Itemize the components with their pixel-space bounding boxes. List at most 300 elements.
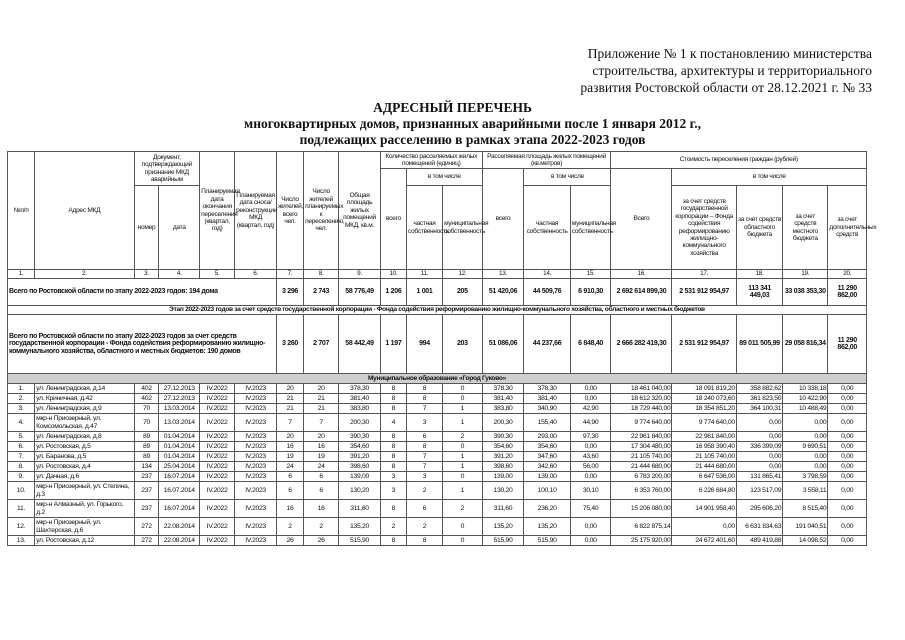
column-number: 18. bbox=[736, 270, 782, 279]
document-title bbox=[0, 100, 905, 148]
table-cell: 9 690,51 bbox=[783, 442, 828, 452]
table-cell: 42,90 bbox=[570, 404, 611, 414]
table-cell: 390,30 bbox=[482, 432, 524, 442]
table-cell: IV.2022 bbox=[200, 414, 235, 432]
table-cell: 0 bbox=[443, 384, 483, 394]
table-cell: 10 488,49 bbox=[783, 404, 828, 414]
table-cell: 3 bbox=[380, 472, 406, 482]
address-cell: мкр-н Приозерный, ул. Комсомольская, д.47 bbox=[35, 414, 134, 432]
table-cell: 2 bbox=[443, 432, 483, 442]
table-cell: 18 354 851,20 bbox=[672, 404, 736, 414]
table-cell: 0,00 bbox=[570, 518, 611, 536]
table-cell: 0,00 bbox=[828, 482, 867, 500]
table-cell: 22 961 840,00 bbox=[611, 432, 672, 442]
table-cell: 21 bbox=[304, 394, 339, 404]
table-cell: 6 783 200,00 bbox=[611, 472, 672, 482]
table-cell: 6 bbox=[406, 500, 442, 518]
table-cell: 20 bbox=[304, 384, 339, 394]
column-numbers-row bbox=[8, 270, 867, 279]
table-cell: 8 bbox=[406, 536, 442, 546]
table-cell: 378,30 bbox=[339, 384, 381, 394]
title-line: многоквартирных домов, признанных аварийными после 1 января 2012 г., bbox=[244, 116, 701, 131]
table-cell: 402 bbox=[134, 394, 159, 404]
table-cell: 295 606,20 bbox=[736, 500, 782, 518]
table-cell: 200,30 bbox=[339, 414, 381, 432]
table-cell: 16.07.2014 bbox=[159, 500, 200, 518]
table-cell: 0,00 bbox=[570, 472, 611, 482]
table-cell: 347,60 bbox=[524, 452, 570, 462]
table-cell: 7 bbox=[276, 414, 303, 432]
table-cell: 21 105 740,00 bbox=[611, 452, 672, 462]
municipality-title: Муниципальное образование «Город Гуково» bbox=[8, 374, 867, 384]
table-row bbox=[8, 462, 867, 472]
table-cell: 358 882,62 bbox=[736, 384, 782, 394]
table-cell: 70 bbox=[134, 414, 159, 432]
table-cell: 1 bbox=[443, 414, 483, 432]
table-cell: 13.03.2014 bbox=[159, 414, 200, 432]
table-cell: 16 958 390,40 bbox=[672, 442, 736, 452]
total-cell: 89 011 505,99 bbox=[736, 315, 782, 374]
table-cell: 18 461 040,00 bbox=[611, 384, 672, 394]
table-row bbox=[8, 472, 867, 482]
table-cell: 20 bbox=[276, 384, 303, 394]
table-cell: 0,00 bbox=[783, 414, 828, 432]
table-cell: 1 bbox=[443, 452, 483, 462]
table-cell: 21 444 680,00 bbox=[672, 462, 736, 472]
table-cell: 378,30 bbox=[482, 384, 524, 394]
total-cell: 11 290 862,00 bbox=[828, 279, 867, 306]
header-area-incl: в том числе bbox=[524, 169, 611, 186]
table-cell: 21 444 680,00 bbox=[611, 462, 672, 472]
table-cell: 0,00 bbox=[828, 452, 867, 462]
table-cell: 354,60 bbox=[482, 442, 524, 452]
total-cell: 44 237,66 bbox=[524, 315, 570, 374]
table-cell: IV.2022 bbox=[200, 536, 235, 546]
table-row bbox=[8, 414, 867, 432]
table-cell: 139,00 bbox=[524, 472, 570, 482]
header-planned-finish: Планируемая дата окончания переселения (квартал, год) bbox=[200, 152, 235, 270]
table-cell: 381,40 bbox=[524, 394, 570, 404]
table-cell: 336 399,09 bbox=[736, 442, 782, 452]
table-cell: 2 bbox=[406, 518, 442, 536]
table-cell: 2. bbox=[8, 394, 35, 404]
table-cell: 26 bbox=[304, 536, 339, 546]
table-cell: 56,00 bbox=[570, 462, 611, 472]
address-cell: ул. Ростовская, д.12 bbox=[35, 536, 134, 546]
table-cell: 6 822 875,14 bbox=[611, 518, 672, 536]
header-cost-incl: в том числе bbox=[672, 169, 867, 186]
stage-title: Этап 2022-2023 годов за счет средств государственной корпорации - Фонда содействия реформированию жилищно-коммунального хозяйства, областного и местных бюджетов bbox=[8, 306, 867, 315]
table-cell: 3 558,11 bbox=[783, 482, 828, 500]
table-cell: IV.2023 bbox=[235, 462, 277, 472]
column-number: 16. bbox=[611, 270, 672, 279]
table-cell: 27.12.2013 bbox=[159, 384, 200, 394]
table-cell: 10. bbox=[8, 482, 35, 500]
table-row bbox=[8, 536, 867, 546]
total-cell: 51 420,06 bbox=[482, 279, 524, 306]
table-cell: 0,00 bbox=[828, 536, 867, 546]
table-cell: 2 bbox=[276, 518, 303, 536]
table-cell: 378,30 bbox=[524, 384, 570, 394]
table-cell: IV.2022 bbox=[200, 518, 235, 536]
table-cell: 8 bbox=[406, 442, 442, 452]
table-cell: 402 bbox=[134, 384, 159, 394]
table-cell: 4 bbox=[380, 414, 406, 432]
header-total-area: Общая площадь жилых помещений МКД, кв.м. bbox=[339, 152, 381, 270]
table-cell: 18 240 073,60 bbox=[672, 394, 736, 404]
address-cell: ул. Ростовская, д.5 bbox=[35, 442, 134, 452]
total-cell: 11 290 862,00 bbox=[828, 315, 867, 374]
table-cell: 21 105 740,00 bbox=[672, 452, 736, 462]
table-cell: 6 353 760,00 bbox=[611, 482, 672, 500]
table-cell: 123 517,09 bbox=[736, 482, 782, 500]
table-cell: 18 729 440,00 bbox=[611, 404, 672, 414]
table-cell: 22.08.2014 bbox=[159, 536, 200, 546]
table-cell: 237 bbox=[134, 482, 159, 500]
table-cell: 75,40 bbox=[570, 500, 611, 518]
table-cell: 489 419,88 bbox=[736, 536, 782, 546]
table-cell: 135,20 bbox=[524, 518, 570, 536]
column-number: 13. bbox=[482, 270, 524, 279]
table-cell: 391,20 bbox=[339, 452, 381, 462]
address-cell: ул. Баранова, д.5 bbox=[35, 452, 134, 462]
total-cell: 1 206 bbox=[380, 279, 406, 306]
table-cell: 515,90 bbox=[524, 536, 570, 546]
header-area-municipal: муниципальная собственность bbox=[570, 186, 611, 270]
table-cell: 130,20 bbox=[339, 482, 381, 500]
table-cell: 0,00 bbox=[828, 518, 867, 536]
address-cell: ул. Ленинградская, д.9 bbox=[35, 404, 134, 414]
table-cell: 16 bbox=[276, 500, 303, 518]
table-cell: 7 bbox=[406, 404, 442, 414]
table-cell: IV.2023 bbox=[235, 482, 277, 500]
table-cell: 2 bbox=[380, 518, 406, 536]
table-cell: 19 bbox=[276, 452, 303, 462]
table-cell: 139,00 bbox=[339, 472, 381, 482]
table-cell: 3 798,59 bbox=[783, 472, 828, 482]
table-cell: 0 bbox=[443, 394, 483, 404]
table-cell: 15 206 080,00 bbox=[611, 500, 672, 518]
table-cell: 135,20 bbox=[339, 518, 381, 536]
appendix-note bbox=[572, 45, 872, 96]
title-line: подлежащих расселению в рамках этапа 2022-2023 годов bbox=[299, 132, 646, 147]
header-num: №п/п bbox=[8, 152, 35, 270]
table-cell: 8 515,40 bbox=[783, 500, 828, 518]
table-cell: 381,40 bbox=[339, 394, 381, 404]
address-cell: ул. Криничная, д.42 bbox=[35, 394, 134, 404]
table-cell: 272 bbox=[134, 518, 159, 536]
table-cell: 6. bbox=[8, 442, 35, 452]
table-cell: 6 bbox=[406, 432, 442, 442]
column-number: 8. bbox=[304, 270, 339, 279]
table-cell: IV.2023 bbox=[235, 404, 277, 414]
table-cell: 0,00 bbox=[570, 394, 611, 404]
table-cell: 70 bbox=[134, 404, 159, 414]
address-cell: ул. Дачная, д.6 bbox=[35, 472, 134, 482]
header-area-total: всего bbox=[482, 169, 524, 270]
table-cell: 391,20 bbox=[482, 452, 524, 462]
total-cell: 1 001 bbox=[406, 279, 442, 306]
table-cell: 311,60 bbox=[482, 500, 524, 518]
table-cell: 0,00 bbox=[736, 452, 782, 462]
table-cell: 354,60 bbox=[524, 442, 570, 452]
table-cell: 3 bbox=[406, 414, 442, 432]
table-cell: 0 bbox=[443, 536, 483, 546]
table-cell: IV.2023 bbox=[235, 452, 277, 462]
table-cell: 6 bbox=[276, 472, 303, 482]
table-cell: IV.2023 bbox=[235, 536, 277, 546]
table-cell: 8 bbox=[406, 384, 442, 394]
table-cell: IV.2023 bbox=[235, 432, 277, 442]
header-doc-date: дата bbox=[159, 186, 200, 270]
table-cell: IV.2023 bbox=[235, 384, 277, 394]
table-cell: 383,80 bbox=[482, 404, 524, 414]
table-cell: 89 bbox=[134, 442, 159, 452]
table-cell: 155,40 bbox=[524, 414, 570, 432]
table-cell: 272 bbox=[134, 536, 159, 546]
total-all-row bbox=[8, 279, 867, 306]
table-cell: 10 338,18 bbox=[783, 384, 828, 394]
table-cell: 0,00 bbox=[828, 462, 867, 472]
table-cell: IV.2022 bbox=[200, 472, 235, 482]
table-cell: 0,00 bbox=[672, 518, 736, 536]
table-cell: 13. bbox=[8, 536, 35, 546]
table-cell: IV.2023 bbox=[235, 442, 277, 452]
table-cell: 20 bbox=[304, 432, 339, 442]
total-cell: 2 666 282 419,30 bbox=[611, 315, 672, 374]
table-cell: IV.2022 bbox=[200, 462, 235, 472]
table-row bbox=[8, 500, 867, 518]
table-cell: IV.2022 bbox=[200, 500, 235, 518]
table-cell: 361 823,50 bbox=[736, 394, 782, 404]
table-cell: 6 647 536,00 bbox=[672, 472, 736, 482]
table-cell: IV.2022 bbox=[200, 394, 235, 404]
table-cell: 3 bbox=[406, 472, 442, 482]
table-cell: 18 612 320,00 bbox=[611, 394, 672, 404]
table-cell: 7. bbox=[8, 452, 35, 462]
address-cell: мкр-н Приозерный, ул. Шахтерская, д.6 bbox=[35, 518, 134, 536]
municipality-row bbox=[8, 374, 867, 384]
header-premises-incl: в том числе bbox=[406, 169, 482, 186]
total-all-label: Всего по Ростовской области по этапу 2022-2023 годов: 194 дома bbox=[8, 279, 277, 306]
table-cell: 27.12.2013 bbox=[159, 394, 200, 404]
total-cell: 3 260 bbox=[276, 315, 303, 374]
table-cell: 16 bbox=[304, 442, 339, 452]
address-cell: мкр-н Приозерный, ул. Стелина, д.3 bbox=[35, 482, 134, 500]
table-cell: IV.2022 bbox=[200, 442, 235, 452]
table-cell: 7 bbox=[406, 462, 442, 472]
total-cell: 113 341 449,03 bbox=[736, 279, 782, 306]
column-number: 6. bbox=[235, 270, 277, 279]
table-cell: 6 bbox=[276, 482, 303, 500]
table-cell: 16 bbox=[304, 500, 339, 518]
table-cell: 0,00 bbox=[828, 404, 867, 414]
table-cell: 17 304 480,00 bbox=[611, 442, 672, 452]
table-cell: 2 bbox=[443, 500, 483, 518]
table-cell: 7 bbox=[406, 452, 442, 462]
total-cell: 33 038 353,30 bbox=[783, 279, 828, 306]
table-cell: 293,00 bbox=[524, 432, 570, 442]
table-cell: 24 672 401,60 bbox=[672, 536, 736, 546]
table-cell: 8 bbox=[380, 500, 406, 518]
column-number: 14. bbox=[524, 270, 570, 279]
table-cell: 8 bbox=[380, 404, 406, 414]
table-cell: 139,00 bbox=[482, 472, 524, 482]
table-row bbox=[8, 394, 867, 404]
column-number: 2. bbox=[35, 270, 134, 279]
header-premises-total: всего bbox=[380, 169, 406, 270]
address-cell: ул. Ростовская, д.4 bbox=[35, 462, 134, 472]
total-cell: 203 bbox=[443, 315, 483, 374]
table-cell: IV.2023 bbox=[235, 500, 277, 518]
table-cell: 3 bbox=[380, 482, 406, 500]
table-cell: 7 bbox=[304, 414, 339, 432]
table-cell: 01.04.2014 bbox=[159, 452, 200, 462]
total-fund-label: Всего по Ростовской области по этапу 2022-2023 годов за счет средств государственной корпорации - Фонда содействия реформированию жилищно-коммунального хозяйства, областного и местных бюджетов: 190 домов bbox=[8, 315, 277, 374]
header-residents-relocated: Число жителей планируемых к переселению, чел. bbox=[304, 152, 339, 270]
table-cell: IV.2022 bbox=[200, 482, 235, 500]
table-cell: 6 bbox=[304, 482, 339, 500]
column-number: 5. bbox=[200, 270, 235, 279]
header-address: Адрес МКД bbox=[35, 152, 134, 270]
table-cell: 26 bbox=[276, 536, 303, 546]
table-cell: 354,60 bbox=[339, 442, 381, 452]
table-cell: 0,00 bbox=[783, 452, 828, 462]
table-row bbox=[8, 404, 867, 414]
total-cell: 58 442,49 bbox=[339, 315, 381, 374]
table-cell: 21 bbox=[276, 404, 303, 414]
table-cell: 21 bbox=[276, 394, 303, 404]
table-cell: 43,60 bbox=[570, 452, 611, 462]
total-cell: 1 197 bbox=[380, 315, 406, 374]
table-cell: 130,20 bbox=[482, 482, 524, 500]
table-row bbox=[8, 482, 867, 500]
table-cell: 18 091 819,20 bbox=[672, 384, 736, 394]
table-cell: 8 bbox=[380, 462, 406, 472]
column-number: 19. bbox=[783, 270, 828, 279]
table-cell: 8 bbox=[380, 394, 406, 404]
table-cell: 0,00 bbox=[828, 384, 867, 394]
column-number: 1. bbox=[8, 270, 35, 279]
header-cost-group: Стоимость переселения граждан (рублей) bbox=[611, 152, 867, 169]
total-cell: 205 bbox=[443, 279, 483, 306]
table-cell: 0,00 bbox=[828, 472, 867, 482]
table-cell: 3. bbox=[8, 404, 35, 414]
column-number: 9. bbox=[339, 270, 381, 279]
table-cell: IV.2022 bbox=[200, 384, 235, 394]
table-cell: 0,00 bbox=[828, 500, 867, 518]
table-row bbox=[8, 518, 867, 536]
table-cell: 14 901 958,40 bbox=[672, 500, 736, 518]
table-cell: 6 226 684,80 bbox=[672, 482, 736, 500]
table-cell: 24 bbox=[276, 462, 303, 472]
header-cost-fund: за счет средств государственной корпорации – Фонда содействия реформированию жилищно-коммунального хозяйства bbox=[672, 186, 736, 270]
table-row bbox=[8, 452, 867, 462]
table-cell: 381,40 bbox=[482, 394, 524, 404]
column-number: 4. bbox=[159, 270, 200, 279]
address-cell: мкр-н Алмазный, ул. Горького, д.2 bbox=[35, 500, 134, 518]
total-cell: 994 bbox=[406, 315, 442, 374]
table-cell: 0,00 bbox=[783, 432, 828, 442]
appendix-line: строительства, архитектуры и территориального bbox=[592, 63, 872, 78]
table-cell: 390,30 bbox=[339, 432, 381, 442]
table-cell: 01.04.2014 bbox=[159, 442, 200, 452]
table-cell: 237 bbox=[134, 472, 159, 482]
table-cell: IV.2023 bbox=[235, 414, 277, 432]
table-cell: 515,90 bbox=[482, 536, 524, 546]
table-cell: 1. bbox=[8, 384, 35, 394]
header-residents: Число жителей, всего чел. bbox=[276, 152, 303, 270]
header-cost-extra: за счет дополнительных средств bbox=[828, 186, 867, 270]
table-cell: 44,90 bbox=[570, 414, 611, 432]
total-cell: 51 086,06 bbox=[482, 315, 524, 374]
stage-title-row bbox=[8, 306, 867, 315]
table-cell: 8. bbox=[8, 462, 35, 472]
table-cell: 0,00 bbox=[570, 536, 611, 546]
table-cell: 236,20 bbox=[524, 500, 570, 518]
table-cell: 0,00 bbox=[736, 414, 782, 432]
table-cell: 20 bbox=[276, 432, 303, 442]
header-cost-local: за счет средств местного бюджета bbox=[783, 186, 828, 270]
table-cell: 13.03.2014 bbox=[159, 404, 200, 414]
appendix-line: развития Ростовской области от 28.12.2021 г. № 33 bbox=[580, 80, 872, 95]
table-row bbox=[8, 432, 867, 442]
table-cell: 19 bbox=[304, 452, 339, 462]
title-line: АДРЕСНЫЙ ПЕРЕЧЕНЬ bbox=[373, 100, 532, 115]
table-cell: 191 040,51 bbox=[783, 518, 828, 536]
address-cell: ул. Ленинградская, д.8 bbox=[35, 432, 134, 442]
table-cell: 89 bbox=[134, 452, 159, 462]
total-cell: 6 848,40 bbox=[570, 315, 611, 374]
table-cell: 8 bbox=[380, 536, 406, 546]
column-number: 11. bbox=[406, 270, 442, 279]
table-cell: 364 100,31 bbox=[736, 404, 782, 414]
table-cell: IV.2022 bbox=[200, 452, 235, 462]
table-cell: 0,00 bbox=[828, 414, 867, 432]
table-cell: 4. bbox=[8, 414, 35, 432]
total-cell: 44 509,76 bbox=[524, 279, 570, 306]
table-cell: 22 961 840,00 bbox=[672, 432, 736, 442]
table-cell: 6 bbox=[304, 472, 339, 482]
table-cell: 22.08.2014 bbox=[159, 518, 200, 536]
table-cell: IV.2023 bbox=[235, 394, 277, 404]
table-cell: 0,00 bbox=[570, 384, 611, 394]
header-premises-count: Количество расселяемых жилых помещений (единиц) bbox=[380, 152, 482, 169]
table-cell: 8 bbox=[406, 394, 442, 404]
table-cell: 25 175 920,00 bbox=[611, 536, 672, 546]
table-cell: 01.04.2014 bbox=[159, 432, 200, 442]
table-cell: 9 774 640,00 bbox=[611, 414, 672, 432]
table-cell: 0,00 bbox=[783, 462, 828, 472]
table-cell: 0,00 bbox=[828, 432, 867, 442]
table-cell: 2 bbox=[304, 518, 339, 536]
total-cell: 58 776,49 bbox=[339, 279, 381, 306]
column-number: 7. bbox=[276, 270, 303, 279]
table-cell: 398,60 bbox=[482, 462, 524, 472]
table-cell: 8 bbox=[380, 384, 406, 394]
table-cell: 131 865,41 bbox=[736, 472, 782, 482]
column-number: 15. bbox=[570, 270, 611, 279]
table-cell: 8 bbox=[380, 452, 406, 462]
table-cell: 89 bbox=[134, 432, 159, 442]
address-cell: ул. Ленинградская, д.14 bbox=[35, 384, 134, 394]
column-number: 10. bbox=[380, 270, 406, 279]
table-cell: 10 422,90 bbox=[783, 394, 828, 404]
column-number: 17. bbox=[672, 270, 736, 279]
appendix-line: Приложение № 1 к постановлению министерства bbox=[587, 46, 872, 61]
table-cell: 6 631 834,63 bbox=[736, 518, 782, 536]
table-cell: 8 bbox=[380, 432, 406, 442]
